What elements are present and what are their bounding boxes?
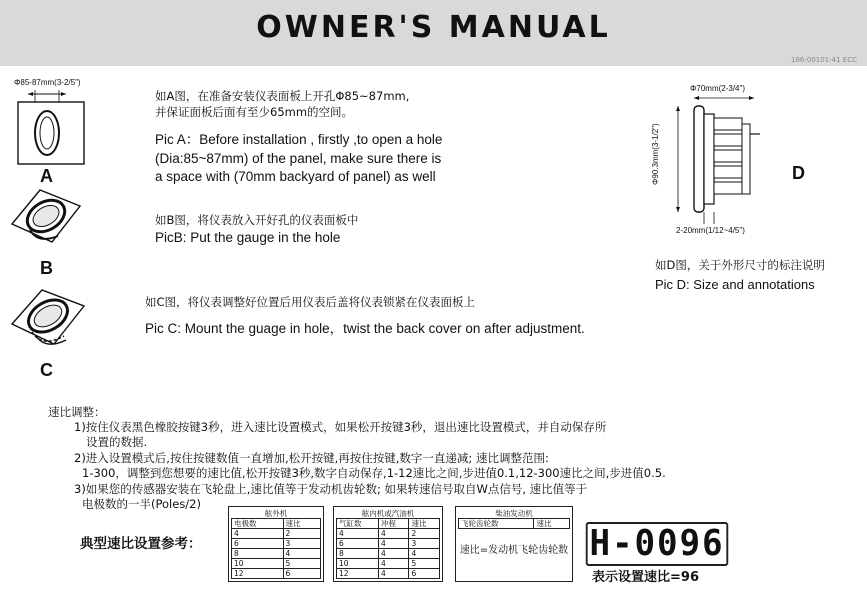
pic-c-zh: 如C图，将仪表调整好位置后用仪表后盖将仪表锁紧在仪表面板上 (145, 295, 476, 309)
table-cell: 4 (337, 529, 379, 539)
outboard-table (231, 518, 321, 579)
pic-a-en-line3: a space with (70mm backyard of panel) as well (155, 169, 436, 184)
table-cell: 4 (409, 549, 440, 559)
outboard-header: 速比 (283, 519, 320, 529)
diesel-header: 速比 (534, 519, 570, 529)
table-row (232, 529, 321, 539)
table-row (232, 559, 321, 569)
pic-d-side-view-drawing (664, 94, 774, 224)
table-cell: 4 (378, 539, 409, 549)
pic-c-letter: C (40, 360, 53, 380)
inboard-table (336, 518, 440, 579)
table-row (337, 559, 440, 569)
ratio-item1-line1: 1)按住仪表黑色橡胶按键3秒，进入速比设置模式，如果松开按键3秒，退出速比设置模式，并自动保存所 (74, 420, 607, 434)
table-row (232, 549, 321, 559)
table-cell: 6 (232, 539, 284, 549)
table-cell: 3 (409, 539, 440, 549)
pic-a-en-line1: Pic A：Before installation , firstly ,to open a hole (155, 132, 443, 147)
table-cell: 5 (283, 559, 320, 569)
pic-c-en: Pic C: Mount the guage in hole，twist the back cover on after adjustment. (145, 321, 585, 336)
inboard-header: 冲程 (378, 519, 409, 529)
display-caption: 表示设置速比=96 (592, 570, 699, 585)
pic-b-gauge-illustration (8, 186, 84, 252)
pic-a-zh-line1: 如A图，在准备安装仪表面板上开孔Φ85~87mm, (155, 89, 410, 103)
diesel-formula: 速比=发动机飞轮齿轮数 (459, 545, 569, 556)
pic-d-en: Pic D: Size and annotations (655, 277, 815, 292)
table-cell: 4 (378, 569, 409, 579)
ratio-item2-line2: 1-300，调整到您想要的速比值,松开按键3秒,数字自动保存,1-12速比之间,步进值0.1,12-300速比之间,步进值0.5. (82, 466, 666, 480)
table-cell: 12 (337, 569, 379, 579)
reference-label: 典型速比设置参考： (80, 536, 202, 552)
inboard-table-box (333, 506, 443, 582)
pic-a-zh-line2: 并保证面板后面有至少65mm的空间。 (155, 105, 354, 119)
pic-a-dimension-label: Φ85-87mm(3-2/5") (14, 78, 81, 87)
ratio-item3-line1: 3)如果您的传感器安装在飞轮盘上,速比值等于发动机齿轮数; 如果转速信号取自W点信号, 速比值等于 (74, 482, 588, 496)
pic-d-dim-left: Φ90.3mm(3-1/2") (651, 123, 660, 185)
pic-a-panel-illustration (10, 88, 90, 168)
diesel-table-title: 柴油发动机 (495, 509, 533, 518)
inboard-header: 气缸数 (337, 519, 379, 529)
table-cell: 10 (232, 559, 284, 569)
inboard-table-title: 舷内机或汽油机 (361, 509, 415, 518)
table-cell: 8 (337, 549, 379, 559)
diesel-table (458, 518, 570, 529)
diesel-table-box (455, 506, 573, 582)
inboard-header: 速比 (409, 519, 440, 529)
pic-d-dim-bottom: 2-20mm(1/12~4/5") (676, 226, 745, 235)
pic-a-letter: A (40, 166, 53, 186)
table-row (337, 549, 440, 559)
table-cell: 4 (378, 529, 409, 539)
table-row (337, 539, 440, 549)
table-row (232, 539, 321, 549)
lcd-display: H-0096 (586, 522, 729, 566)
pic-d-zh: 如D图，关于外形尺寸的标注说明 (655, 258, 825, 272)
ratio-item1-line2: 设置的数据. (86, 435, 148, 449)
ratio-item3-line2: 电极数的一半(Poles/2) (82, 497, 201, 511)
table-cell: 10 (337, 559, 379, 569)
table-cell: 4 (283, 549, 320, 559)
pic-b-letter: B (40, 258, 53, 278)
pic-b-zh: 如B图，将仪表放入开好孔的仪表面板中 (155, 213, 359, 227)
table-row (337, 569, 440, 579)
table-cell: 12 (232, 569, 284, 579)
outboard-table-title: 舷外机 (264, 509, 288, 518)
table-cell: 4 (378, 549, 409, 559)
table-cell: 2 (283, 529, 320, 539)
table-cell: 5 (409, 559, 440, 569)
pic-d-dim-top: Φ70mm(2-3/4") (690, 84, 746, 93)
pic-d-letter: D (792, 163, 805, 183)
table-cell: 4 (232, 529, 284, 539)
table-cell: 2 (409, 529, 440, 539)
table-cell: 6 (337, 539, 379, 549)
document-code: 186-00101-41 ECC (790, 56, 857, 64)
table-cell: 6 (409, 569, 440, 579)
page-title: OWNER'S MANUAL (256, 10, 611, 45)
table-row (232, 569, 321, 579)
outboard-header: 电极数 (232, 519, 284, 529)
table-cell: 6 (283, 569, 320, 579)
pic-c-gauge-illustration (8, 284, 88, 354)
table-cell: 4 (378, 559, 409, 569)
ratio-item2-line1: 2)进入设置模式后,按住按键数值一直增加,松开按键,再按住按键,数字一直递减; 速比调整范围: (74, 451, 549, 465)
table-cell: 3 (283, 539, 320, 549)
table-cell: 8 (232, 549, 284, 559)
outboard-table-box (228, 506, 324, 582)
pic-a-en-line2: (Dia:85~87mm) of the panel, make sure there is (155, 151, 442, 166)
ratio-heading: 速比调整： (48, 405, 106, 419)
table-row (337, 529, 440, 539)
diesel-header: 飞轮齿轮数 (459, 519, 534, 529)
pic-b-en: PicB: Put the gauge in the hole (155, 230, 341, 245)
